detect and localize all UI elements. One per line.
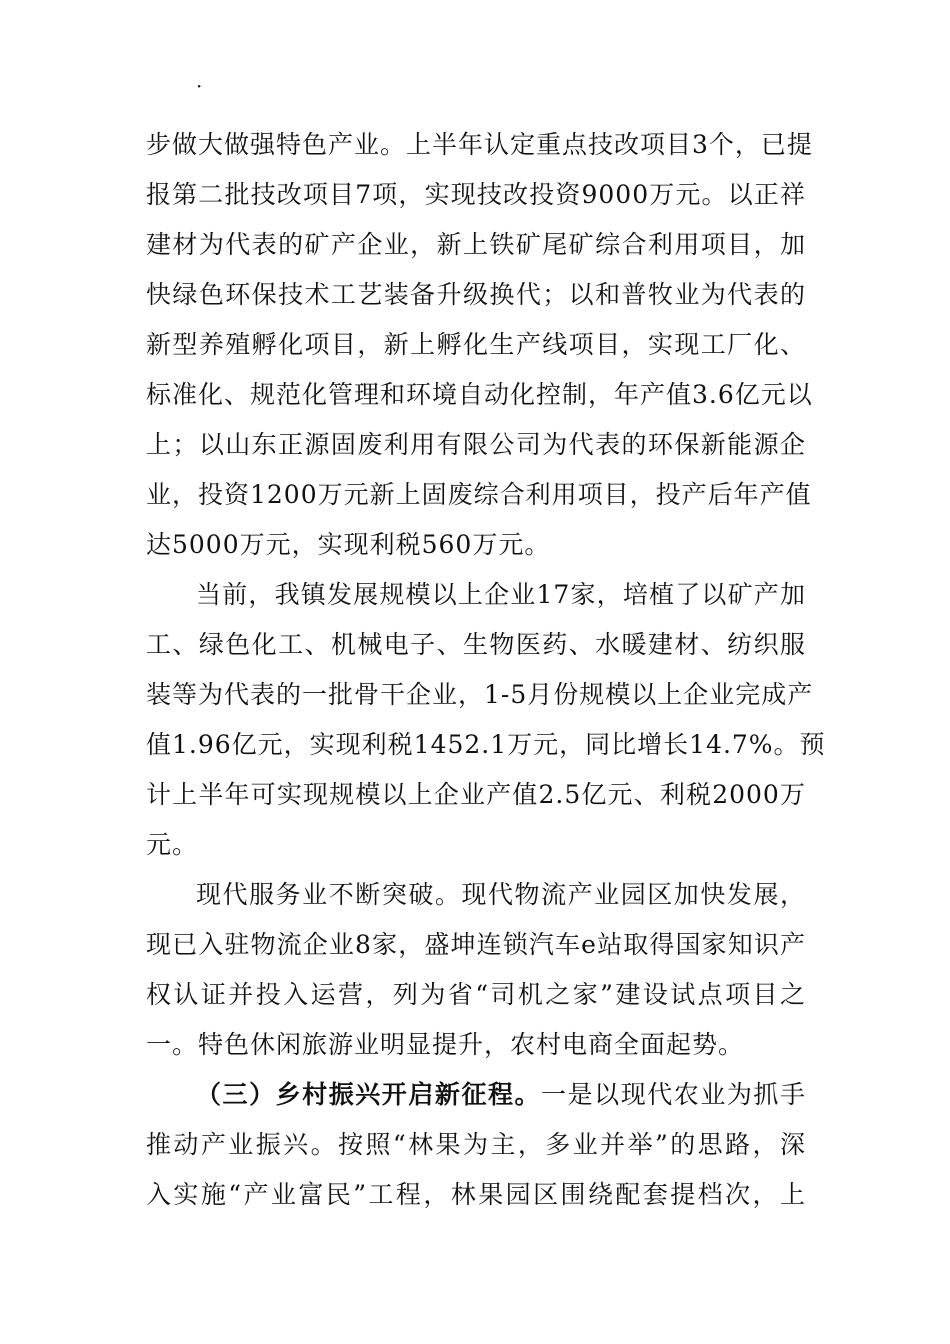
heading-line-text: 一是以现代农业为抓手 bbox=[541, 1080, 806, 1109]
page-mark: · bbox=[196, 74, 203, 98]
text-line: 值1.96亿元，实现利税1452.1万元，同比增长14.7%。预 bbox=[146, 730, 826, 759]
text-line: 标准化、规范化管理和环境自动化控制，年产值3.6亿元以 bbox=[146, 380, 813, 409]
text-line: 计上半年可实现规模以上企业产值2.5亿元、利税2000万 bbox=[146, 780, 806, 809]
text-line: 业，投资1200万元新上固废综合利用项目，投产后年产值 bbox=[146, 480, 812, 509]
text-line: 权认证并投入运营，列为省“司机之家”建设试点项目之 bbox=[146, 980, 806, 1009]
section-heading: （三）乡村振兴开启新征程。 bbox=[196, 1080, 542, 1109]
text-line: 建材为代表的矿产企业，新上铁矿尾矿综合利用项目，加 bbox=[146, 230, 806, 259]
text-line: 新型养殖孵化项目，新上孵化生产线项目，实现工厂化、 bbox=[146, 330, 806, 359]
text-line: 元。 bbox=[146, 830, 199, 859]
text-line: 当前，我镇发展规模以上企业17家，培植了以矿产加 bbox=[196, 580, 806, 609]
text-line: 现已入驻物流企业8家，盛坤连锁汽车e站取得国家知识产 bbox=[146, 930, 806, 959]
text-line: 一。特色休闲旅游业明显提升，农村电商全面起势。 bbox=[146, 1030, 745, 1059]
text-line: 工、绿色化工、机械电子、生物医药、水暖建材、纺织服 bbox=[146, 630, 806, 659]
text-line: 上；以山东正源固废利用有限公司为代表的环保新能源企 bbox=[146, 430, 806, 459]
text-line: 入实施“产业富民”工程，林果园区围绕配套提档次，上 bbox=[146, 1180, 806, 1209]
text-line: 快绿色环保技术工艺装备升级换代；以和普牧业为代表的 bbox=[146, 280, 806, 309]
text-line: 装等为代表的一批骨干企业，1-5月份规模以上企业完成产 bbox=[146, 680, 814, 709]
text-line: 达5000万元，实现利税560万元。 bbox=[146, 530, 551, 559]
text-line: 步做大做强特色产业。上半年认定重点技改项目3个，已提 bbox=[146, 130, 813, 159]
text-line: 现代服务业不断突破。现代物流产业园区加快发展， bbox=[196, 880, 806, 909]
section-heading-line bbox=[196, 1070, 806, 1120]
text-line: 推动产业振兴。按照“林果为主，多业并举”的思路，深 bbox=[146, 1130, 806, 1159]
text-line: 报第二批技改项目7项，实现技改投资9000万元。以正祥 bbox=[146, 180, 806, 209]
